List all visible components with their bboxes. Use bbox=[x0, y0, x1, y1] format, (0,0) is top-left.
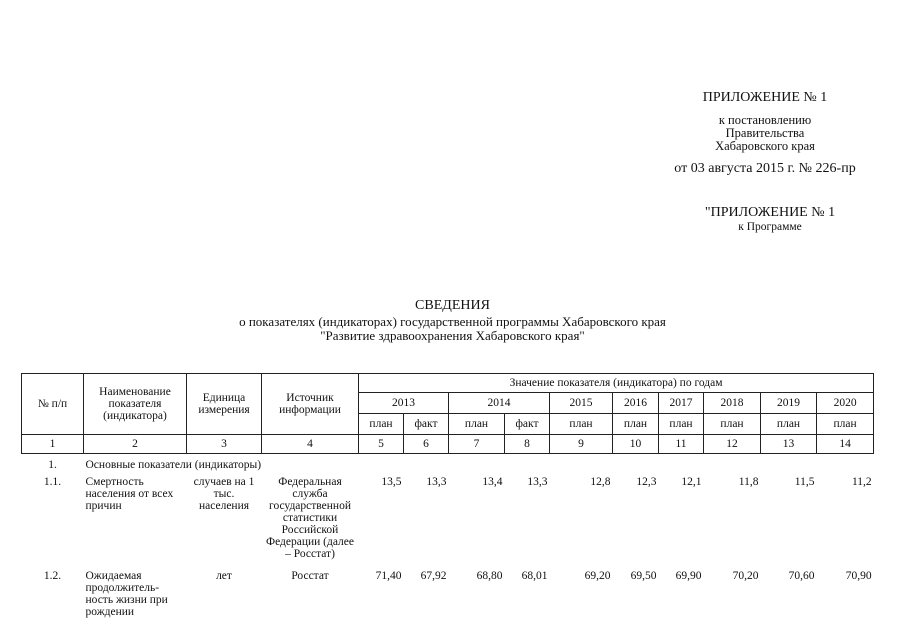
row-value: 70,60 bbox=[788, 570, 815, 582]
row-value: 12,1 bbox=[681, 476, 702, 488]
row-value: 13,5 bbox=[381, 476, 402, 488]
header-num: № п/п bbox=[22, 374, 84, 435]
appendix-1-date: от 03 августа 2015 г. № 226-пр bbox=[674, 161, 856, 176]
appendix-2-line1: к Программе bbox=[738, 221, 802, 233]
header-sub: план bbox=[613, 414, 659, 435]
row-value: 69,50 bbox=[630, 570, 657, 582]
column-number: 5 bbox=[359, 435, 404, 454]
table-header bbox=[22, 374, 874, 454]
column-number: 14 bbox=[817, 435, 874, 454]
header-year: 2019 bbox=[761, 393, 817, 414]
column-number: 10 bbox=[613, 435, 659, 454]
row-unit: случаев на 1 тыс. населения bbox=[193, 476, 255, 512]
table-row bbox=[22, 568, 874, 626]
heading-line2: "Развитие здравоохранения Хабаровского края" bbox=[320, 328, 585, 343]
appendix-1-block bbox=[650, 90, 880, 177]
header-sub: план bbox=[817, 414, 874, 435]
header-values-group: Значение показателя (индикатора) по годам bbox=[359, 374, 874, 393]
row-name: Ожидаемая продолжитель-ность жизни при рождении bbox=[85, 570, 168, 618]
appendix-1-line3: Хабаровского края bbox=[715, 139, 815, 153]
row-value: 13,4 bbox=[482, 476, 503, 488]
appendix-1-title: ПРИЛОЖЕНИЕ № 1 bbox=[702, 90, 828, 105]
header-year: 2017 bbox=[659, 393, 704, 414]
column-number: 11 bbox=[659, 435, 704, 454]
column-number: 12 bbox=[704, 435, 761, 454]
row-value: 69,90 bbox=[675, 570, 702, 582]
header-sub: факт bbox=[505, 414, 550, 435]
section-row bbox=[22, 454, 874, 475]
row-value: 12,8 bbox=[590, 476, 611, 488]
row-value: 70,20 bbox=[732, 570, 759, 582]
row-value: 67,92 bbox=[420, 570, 447, 582]
row-value: 69,20 bbox=[584, 570, 611, 582]
indicators-table bbox=[21, 373, 874, 626]
header-year: 2014 bbox=[449, 393, 550, 414]
appendix-1-line2: Правительства bbox=[725, 126, 805, 140]
row-num: 1.2. bbox=[43, 570, 62, 582]
column-number: 7 bbox=[449, 435, 505, 454]
column-number: 4 bbox=[262, 435, 359, 454]
column-number: 8 bbox=[505, 435, 550, 454]
row-value: 70,90 bbox=[845, 570, 872, 582]
row-value: 11,5 bbox=[794, 476, 815, 488]
row-value: 13,3 bbox=[527, 476, 548, 488]
heading-line1: о показателях (индикаторах) государственной программы Хабаровского края bbox=[239, 314, 666, 329]
column-number: 1 bbox=[22, 435, 84, 454]
row-value: 11,8 bbox=[738, 476, 759, 488]
row-value: 68,01 bbox=[521, 570, 548, 582]
table-row bbox=[22, 474, 874, 568]
appendix-2-block bbox=[690, 205, 850, 234]
header-sub: план bbox=[449, 414, 505, 435]
row-value: 11,2 bbox=[851, 476, 872, 488]
row-unit: лет bbox=[216, 570, 232, 582]
header-year: 2018 bbox=[704, 393, 761, 414]
column-number: 13 bbox=[761, 435, 817, 454]
header-source: Источник информации bbox=[262, 374, 359, 435]
section-num: 1. bbox=[48, 459, 57, 471]
header-name: Наименование показателя (индикатора) bbox=[84, 374, 187, 435]
header-sub: план bbox=[704, 414, 761, 435]
row-source: Росстат bbox=[291, 570, 329, 582]
section-name: Основные показатели (индикаторы) bbox=[85, 459, 262, 471]
row-value: 68,80 bbox=[476, 570, 503, 582]
row-value: 71,40 bbox=[375, 570, 402, 582]
appendix-1-line1: к постановлению bbox=[718, 113, 812, 127]
row-num: 1.1. bbox=[43, 476, 62, 488]
row-source: Федеральная служба государственной статистики Российской Федерации (далее – Росстат) bbox=[265, 476, 355, 560]
header-year: 2020 bbox=[817, 393, 874, 414]
header-sub: план bbox=[761, 414, 817, 435]
table-body bbox=[22, 454, 874, 627]
column-number: 3 bbox=[187, 435, 262, 454]
header-year: 2013 bbox=[359, 393, 449, 414]
column-number: 6 bbox=[404, 435, 449, 454]
heading-title: СВЕДЕНИЯ bbox=[415, 298, 490, 313]
document-heading bbox=[0, 297, 905, 343]
header-sub: план bbox=[659, 414, 704, 435]
header-year: 2015 bbox=[550, 393, 613, 414]
row-value: 12,3 bbox=[636, 476, 657, 488]
header-unit: Единица измерения bbox=[187, 374, 262, 435]
column-number: 2 bbox=[84, 435, 187, 454]
header-sub: план bbox=[550, 414, 613, 435]
header-sub: план bbox=[359, 414, 404, 435]
row-name: Смертность населения от всех причин bbox=[85, 476, 174, 512]
row-value: 13,3 bbox=[426, 476, 447, 488]
appendix-2-title: "ПРИЛОЖЕНИЕ № 1 bbox=[704, 205, 836, 220]
header-sub: факт bbox=[404, 414, 449, 435]
column-number: 9 bbox=[550, 435, 613, 454]
header-year: 2016 bbox=[613, 393, 659, 414]
